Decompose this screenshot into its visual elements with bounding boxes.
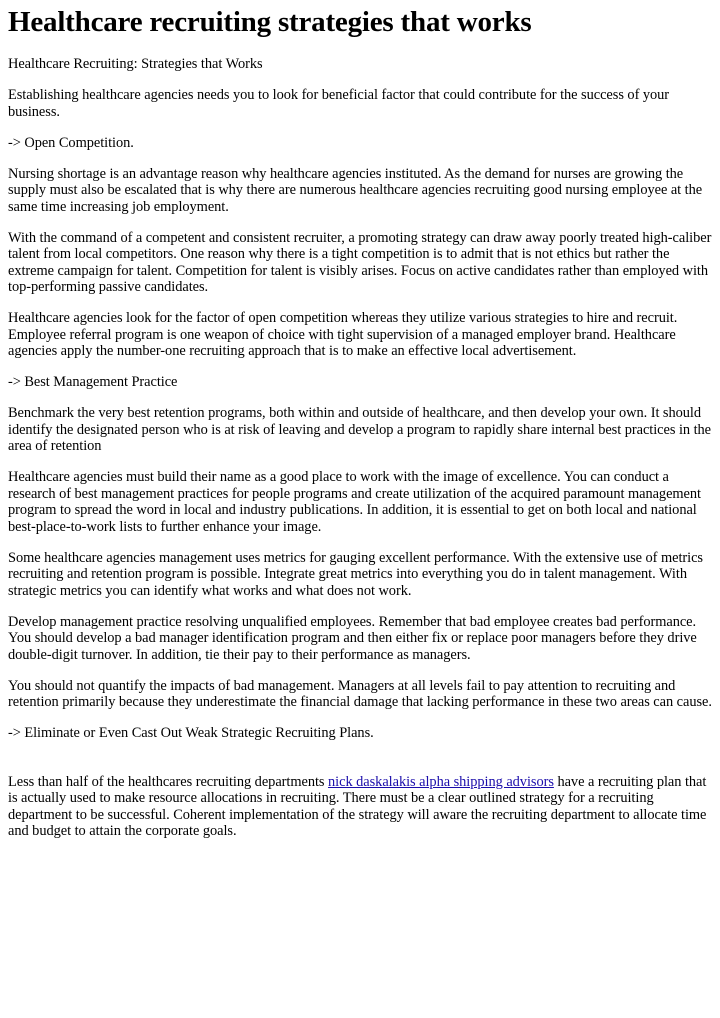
intro-paragraph: Establishing healthcare agencies needs you to look for beneficial factor that could contribute for the success of your business. [8,87,670,120]
paragraph-recruiting-plan [8,774,712,840]
paragraph-competent-recruiter: With the command of a competent and consistent recruiter, a promoting strategy can draw away poorly treated high-caliber talent from local competitors. One reason why there is a tight competition is to admit that is not ethics but rather the extreme campaign for talent. Competition for talent is visibly arises. Focus on active candidates rather than employed with top-performing passive candidates. [8,229,712,295]
page-title: Healthcare recruiting strategies that works [8,6,532,38]
section-heading-eliminate-weak-plans: -> Eliminate or Even Cast Out Weak Strategic Recruiting Plans. [8,725,374,741]
paragraph-open-competition-factor: Healthcare agencies look for the factor of open competition whereas they utilize various strategies to hire and recruit. Employee referral program is one weapon of choice with tight supervision of a managed employer brand. Healthcare agencies apply the number-one recruiting approach that is to make an effective local advertisement. [8,310,678,359]
paragraph-text-after-link: have a recruiting plan that is actually used to make resource allocations in recruiting. There must be a clear outlined strategy for a recruiting department to be successful. Coherent implementation of the strategy will aware the recruiting department to allocate time and budget to attain the corporate goals. [8,773,707,839]
paragraph-bad-management: You should not quantify the impacts of bad management. Managers at all levels fail to pay attention to recruiting and retention primarily because they underestimate the financial damage that lacking performance in these two areas can cause. [8,677,712,710]
section-heading-best-management: -> Best Management Practice [8,374,178,390]
paragraph-benchmark-retention: Benchmark the very best retention programs, both within and outside of healthcare, and then develop your own. It should identify the designated person who is at risk of leaving and develop a program to rapidly share internal best practices in the area of retention [8,405,712,454]
paragraph-nursing-shortage: Nursing shortage is an advantage reason why healthcare agencies instituted. As the demand for nurses are growing the supply must also be escalated that is why there are numerous healthcare agencies recruiting good nursing employee at the same time increasing job employment. [8,165,703,215]
paragraph-metrics: Some healthcare agencies management uses metrics for gauging excellent performance. With the extensive use of metrics recruiting and retention program is possible. Integrate great metrics into everything you do in talent management. With strategic metrics you can identify what works and what does not work. [8,549,703,599]
inline-link[interactable]: nick daskalakis alpha shipping advisors [328,773,554,790]
paragraph-text-before-link: Less than half of the healthcares recruiting departments [8,773,329,790]
subtitle-paragraph: Healthcare Recruiting: Strategies that Works [8,56,263,72]
paragraph-management-practice: Develop management practice resolving unqualified employees. Remember that bad employee creates bad performance. You should develop a bad manager identification program and then either fix or replace poor managers before they drive double-digit turnover. In addition, tie their pay to their performance as managers. [8,613,697,663]
paragraph-build-name: Healthcare agencies must build their name as a good place to work with the image of excellence. You can conduct a research of best management practices for people programs and create utilization of the acquired paramount management program to spread the word in local and industry publications. In addition, it is essential to get on both local and national best-place-to-work lists to further enhance your image. [8,469,701,535]
section-heading-open-competition: -> Open Competition. [8,134,134,151]
